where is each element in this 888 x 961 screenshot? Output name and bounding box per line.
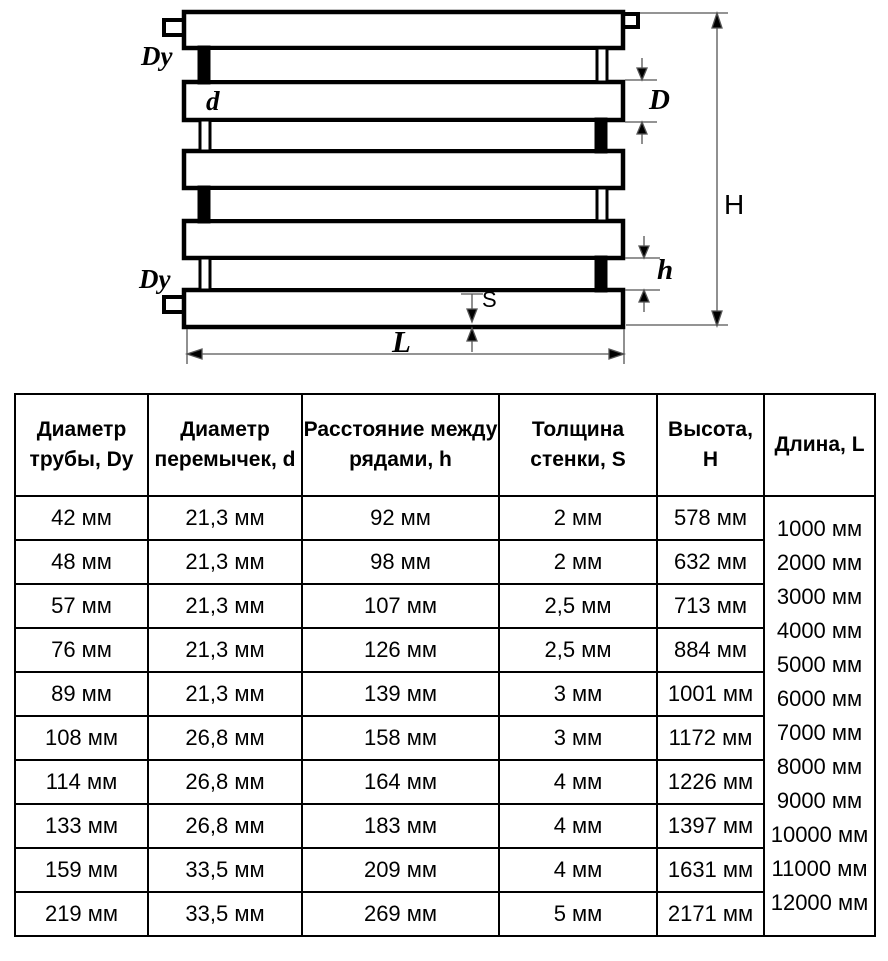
- length-option: 8000 мм: [776, 754, 863, 779]
- length-option: 12000 мм: [770, 890, 869, 915]
- table-cell: 3 мм: [499, 672, 657, 716]
- table-cell: 2,5 мм: [499, 628, 657, 672]
- length-options-cell: [764, 496, 875, 936]
- table-cell: 5 мм: [499, 892, 657, 936]
- table-cell: 2 мм: [499, 540, 657, 584]
- label-S: S: [482, 287, 497, 312]
- table-cell: 1226 мм: [657, 760, 764, 804]
- table-cell: 3 мм: [499, 716, 657, 760]
- table-cell: 21,3 мм: [148, 628, 302, 672]
- length-option: 5000 мм: [776, 652, 863, 677]
- header-row: [15, 394, 875, 496]
- col-header-height: Высота, H: [657, 394, 764, 496]
- table-cell: 1631 мм: [657, 848, 764, 892]
- table-row: [15, 892, 875, 936]
- table-cell: 33,5 мм: [148, 892, 302, 936]
- col-header-length: Длина, L: [764, 394, 875, 496]
- table-cell: 2,5 мм: [499, 584, 657, 628]
- table-cell: 92 мм: [302, 496, 499, 540]
- label-h: h: [657, 254, 674, 286]
- table-cell: 26,8 мм: [148, 760, 302, 804]
- table-cell: 26,8 мм: [148, 804, 302, 848]
- table-cell: 48 мм: [15, 540, 148, 584]
- table-cell: 89 мм: [15, 672, 148, 716]
- table-cell: 133 мм: [15, 804, 148, 848]
- table-cell: 33,5 мм: [148, 848, 302, 892]
- length-option: 1000 мм: [776, 516, 863, 541]
- label-dy-bottom: Dy: [139, 264, 171, 294]
- col-header-jumper-diameter: Диаметр перемычек, d: [148, 394, 302, 496]
- table-row: [15, 540, 875, 584]
- col-header-row-spacing: Расстояние между рядами, h: [302, 394, 499, 496]
- table-row: [15, 496, 875, 540]
- label-d: d: [206, 86, 220, 116]
- spec-table: [14, 393, 876, 937]
- col-header-pipe-diameter: Диаметр трубы, Dy: [15, 394, 148, 496]
- table-cell: 98 мм: [302, 540, 499, 584]
- length-option: 2000 мм: [776, 550, 863, 575]
- table-cell: 21,3 мм: [148, 540, 302, 584]
- table-cell: 269 мм: [302, 892, 499, 936]
- table-row: [15, 760, 875, 804]
- length-option: 10000 мм: [770, 822, 869, 847]
- label-dy-top: Dy: [141, 41, 173, 71]
- table-cell: 4 мм: [499, 804, 657, 848]
- table-cell: 126 мм: [302, 628, 499, 672]
- table-cell: 57 мм: [15, 584, 148, 628]
- table-cell: 21,3 мм: [148, 584, 302, 628]
- table-row: [15, 716, 875, 760]
- length-option: 9000 мм: [776, 788, 863, 813]
- length-option: 7000 мм: [776, 720, 863, 745]
- table-cell: 884 мм: [657, 628, 764, 672]
- table-cell: 114 мм: [15, 760, 148, 804]
- table-cell: 139 мм: [302, 672, 499, 716]
- table-cell: 76 мм: [15, 628, 148, 672]
- table-cell: 209 мм: [302, 848, 499, 892]
- table-cell: 1001 мм: [657, 672, 764, 716]
- table-cell: 2171 мм: [657, 892, 764, 936]
- label-H: H: [724, 189, 745, 220]
- table-cell: 159 мм: [15, 848, 148, 892]
- table-cell: 107 мм: [302, 584, 499, 628]
- table-cell: 2 мм: [499, 496, 657, 540]
- table-cell: 1172 мм: [657, 716, 764, 760]
- table-cell: 21,3 мм: [148, 496, 302, 540]
- label-D: D: [649, 84, 670, 116]
- table-cell: 26,8 мм: [148, 716, 302, 760]
- register-drawing: [0, 0, 888, 392]
- table-row: [15, 672, 875, 716]
- length-option: 4000 мм: [776, 618, 863, 643]
- table-cell: 578 мм: [657, 496, 764, 540]
- register-diagram: [0, 0, 888, 392]
- table-cell: 164 мм: [302, 760, 499, 804]
- table-row: [15, 584, 875, 628]
- table-row: [15, 628, 875, 672]
- length-option: 6000 мм: [776, 686, 863, 711]
- table-cell: 219 мм: [15, 892, 148, 936]
- table-cell: 4 мм: [499, 760, 657, 804]
- table-cell: 42 мм: [15, 496, 148, 540]
- col-header-wall-thickness: Толщина стенки, S: [499, 394, 657, 496]
- length-option: 3000 мм: [776, 584, 863, 609]
- table-cell: 713 мм: [657, 584, 764, 628]
- table-cell: 1397 мм: [657, 804, 764, 848]
- table-cell: 158 мм: [302, 716, 499, 760]
- table-cell: 4 мм: [499, 848, 657, 892]
- table-row: [15, 804, 875, 848]
- table-row: [15, 848, 875, 892]
- length-option: 11000 мм: [771, 856, 868, 881]
- label-L: L: [392, 324, 411, 359]
- table-cell: 21,3 мм: [148, 672, 302, 716]
- table-cell: 183 мм: [302, 804, 499, 848]
- table-cell: 108 мм: [15, 716, 148, 760]
- table-cell: 632 мм: [657, 540, 764, 584]
